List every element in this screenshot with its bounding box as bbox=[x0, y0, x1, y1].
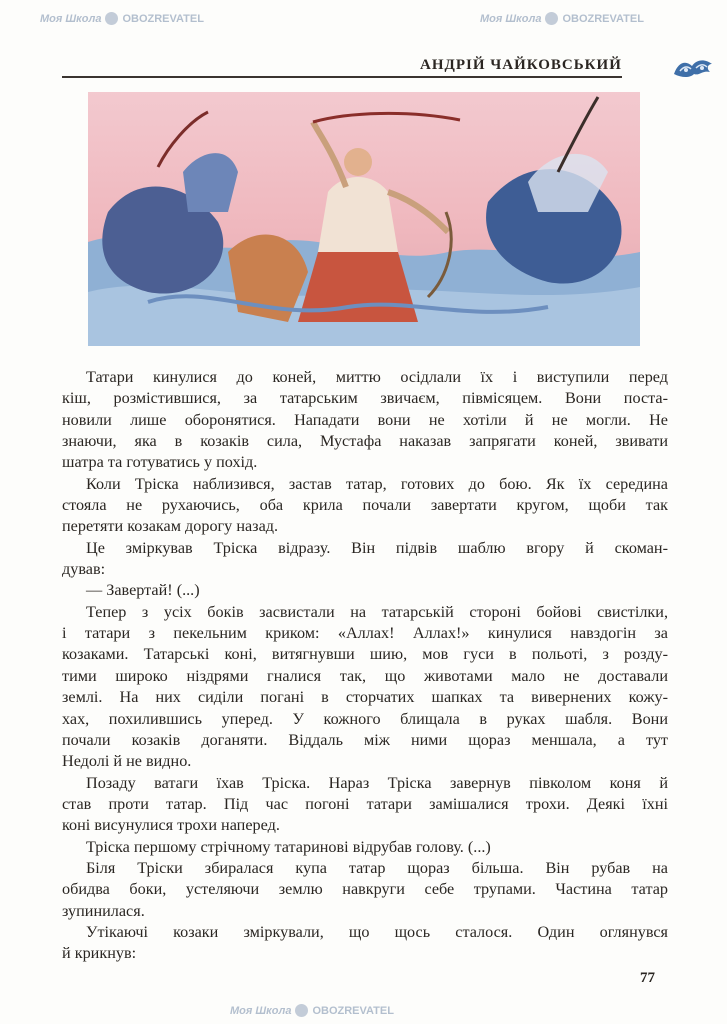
text-line: Утікаючі козаки зміркували, що щось сталося. Один оглянувся bbox=[86, 922, 668, 941]
text-line: перетяти козакам дорогу назад. bbox=[62, 517, 279, 536]
text-line: Недолі й не видно. bbox=[62, 752, 192, 771]
watermark bbox=[230, 1004, 394, 1017]
text-line: зупинилася. bbox=[62, 901, 145, 920]
text-line: Коли Тріска наблизився, застав татар, готових до бою. Як їх середина bbox=[86, 474, 668, 493]
text-line: коні висунулися трохи наперед. bbox=[62, 816, 280, 835]
text-line: і татари з пекельним криком: «Аллах! Аллах!» кинулися навздогін за bbox=[62, 624, 668, 643]
running-header-author: АНДРІЙ ЧАЙКОВСЬКИЙ bbox=[420, 57, 622, 73]
text-line: почали козаків доганяти. Віддаль між ними щораз меншала, а тут bbox=[62, 730, 668, 749]
watermark-logo-icon bbox=[545, 12, 558, 25]
watermark-school: Моя Школа bbox=[40, 12, 102, 25]
story-text bbox=[62, 367, 668, 965]
text-line: Біля Тріски збиралася купа татар щораз більша. Він рубав на bbox=[86, 858, 668, 877]
header-rule bbox=[62, 76, 622, 78]
text-line: хах, похилившись уперед. У кожного блищала в руках шабля. Вони bbox=[62, 709, 668, 728]
text-line: знаючи, яка в козаків сила, Мустафа наказав запрягати коней, звивати bbox=[62, 432, 668, 451]
text-line: тими широко ніздрями гналися так, що животами мало не доставали bbox=[62, 666, 668, 685]
text-line: — Завертай! (...) bbox=[86, 581, 200, 600]
battle-illustration bbox=[88, 92, 640, 346]
watermark-logo-icon bbox=[295, 1004, 308, 1017]
watermark-brand: OBOZREVATEL bbox=[122, 12, 204, 25]
text-line: Це зміркував Тріска відразу. Він підвів шаблю вгору й скоман- bbox=[86, 538, 668, 557]
watermark-logo-icon bbox=[105, 12, 118, 25]
text-line: землі. На них сиділи погані в сторчатих шапках та вивернених кожу- bbox=[62, 688, 668, 707]
text-line: новили лише оборонятися. Нападати вони не хотіли й не могли. Не bbox=[62, 410, 668, 429]
watermark-brand: OBOZREVATEL bbox=[312, 1004, 394, 1017]
text-line: Позаду ватаги їхав Тріска. Нараз Тріска завернув півколом коня й bbox=[86, 773, 668, 792]
text-line: й крикнув: bbox=[62, 944, 137, 963]
text-line: стояла не рухаючись, оба крила почали завертати кругом, щоби так bbox=[62, 496, 668, 515]
page-number: 77 bbox=[640, 970, 655, 986]
watermark bbox=[480, 12, 644, 25]
text-line: шатра та готуватись у похід. bbox=[62, 453, 258, 472]
watermark-brand: OBOZREVATEL bbox=[562, 12, 644, 25]
watermark-school: Моя Школа bbox=[230, 1004, 292, 1017]
text-line: став проти татар. Під час погоні татари замішалися трохи. Деякі їхні bbox=[62, 794, 668, 813]
text-line: Тріска першому стрічному татаринові відрубав голову. (...) bbox=[86, 837, 491, 856]
watermark bbox=[40, 12, 204, 25]
text-line: обидва боки, устеляючи землю навкруги себе трупами. Частина татар bbox=[62, 880, 668, 899]
text-line: Тепер з усіх боків засвистали на татарській стороні бойові свистілки, bbox=[86, 602, 668, 621]
text-line: дував: bbox=[62, 560, 106, 579]
ornament-logo-icon bbox=[672, 56, 716, 80]
text-line: Татари кинулися до коней, миттю осідлали їх і виступили перед bbox=[86, 368, 668, 386]
text-line: козаками. Татарські коні, витягнувши шию, мов гуси в польоті, з розду- bbox=[62, 645, 668, 664]
watermark-school: Моя Школа bbox=[480, 12, 542, 25]
text-line: кіш, розмістившися, за татарським звичаєм, півмісяцем. Вони поста- bbox=[62, 389, 668, 408]
